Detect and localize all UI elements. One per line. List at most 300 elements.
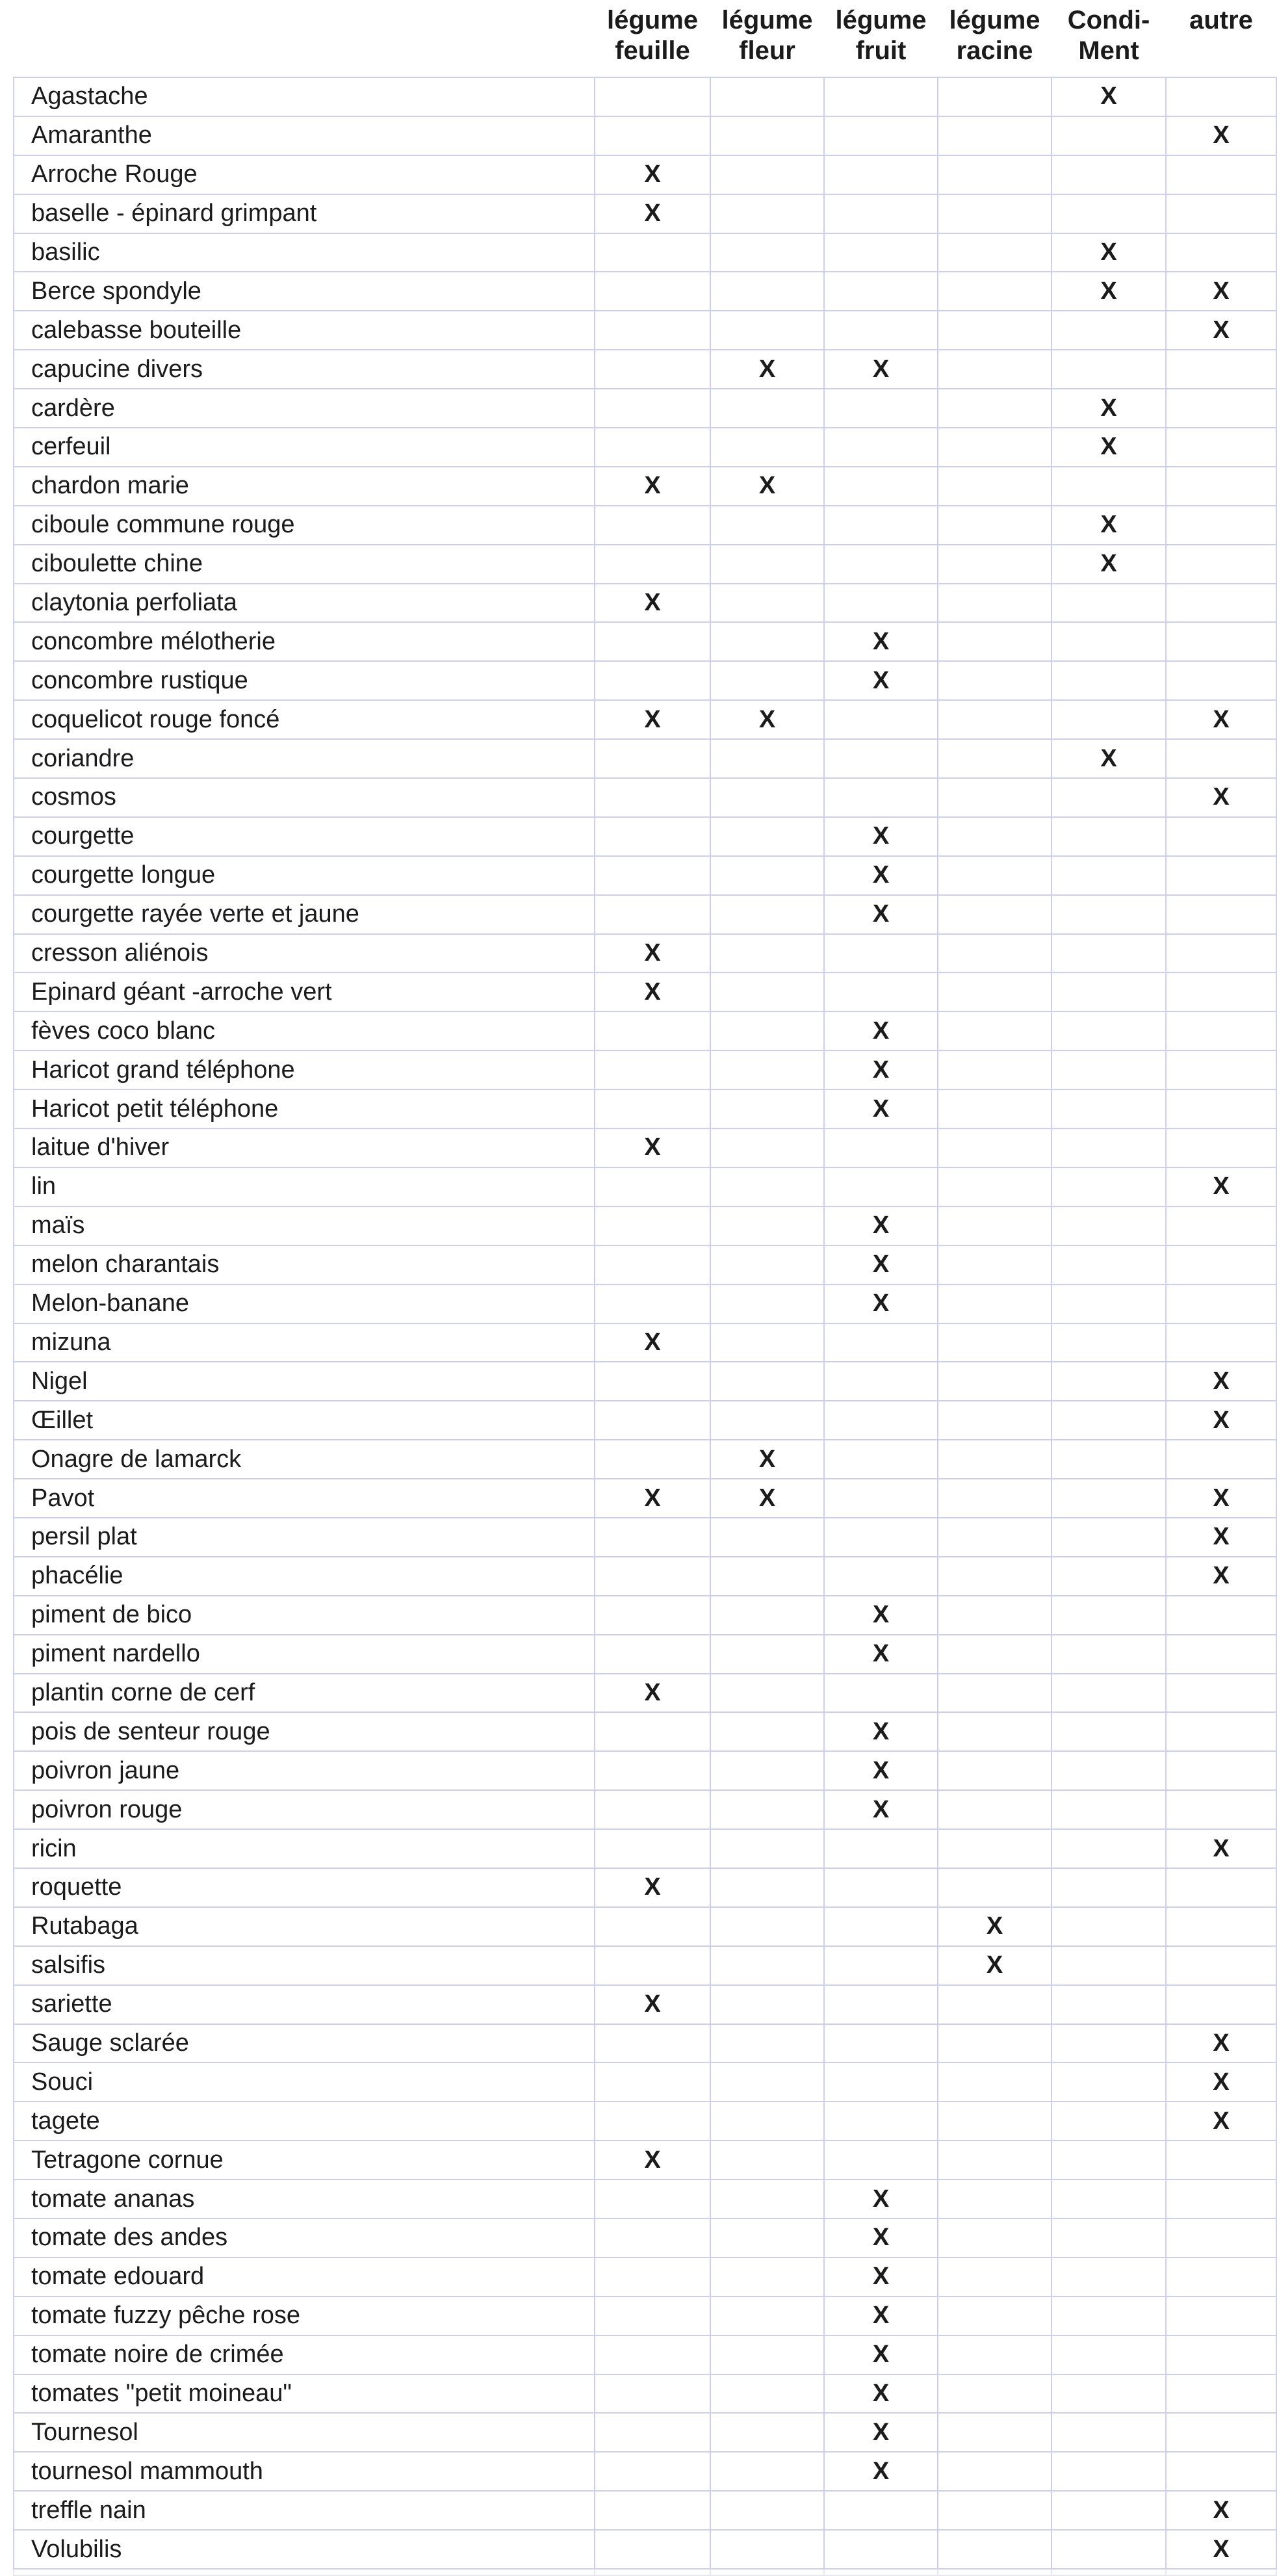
empty-cell (938, 661, 1051, 700)
table-row (14, 2296, 1276, 2335)
empty-cell (1051, 2024, 1166, 2063)
empty-cell (710, 155, 824, 194)
empty-cell (1166, 1596, 1276, 1635)
plant-name-cell: tomate ananas (14, 2179, 595, 2218)
mark-cell: X (1166, 116, 1276, 155)
empty-cell (710, 2296, 824, 2335)
empty-cell (595, 2335, 710, 2374)
empty-cell (1166, 817, 1276, 856)
empty-cell (824, 1440, 938, 1479)
empty-cell (824, 1946, 938, 1985)
table-row (14, 233, 1276, 272)
table-row (14, 1674, 1276, 1713)
empty-cell (595, 1518, 710, 1557)
empty-cell (1166, 389, 1276, 428)
empty-cell (824, 1401, 938, 1440)
mark-cell: X (1166, 1167, 1276, 1206)
empty-cell (824, 778, 938, 817)
table-row (14, 739, 1276, 778)
column-header-line1: légume (721, 6, 813, 34)
empty-cell (938, 1206, 1051, 1245)
plant-name-cell: poivron jaune (14, 1751, 595, 1790)
empty-cell (824, 1985, 938, 2024)
mark-cell: X (1166, 2062, 1276, 2101)
empty-cell (824, 1868, 938, 1907)
plant-name-cell: laitue d'hiver (14, 1128, 595, 1167)
empty-cell (710, 2569, 824, 2575)
empty-cell (824, 233, 938, 272)
empty-cell (710, 1011, 824, 1050)
mark-cell: X (595, 1868, 710, 1907)
empty-cell (1166, 1946, 1276, 1985)
mark-cell: X (1166, 2024, 1276, 2063)
empty-cell (938, 2296, 1051, 2335)
plant-name-cell: Sauge sclarée (14, 2024, 595, 2063)
empty-cell (595, 2062, 710, 2101)
empty-cell (1166, 2296, 1276, 2335)
table-row (14, 194, 1276, 233)
table-row (14, 2491, 1276, 2530)
plant-name-cell: persil plat (14, 1518, 595, 1557)
empty-cell (824, 972, 938, 1011)
column-header-line1: légume (835, 6, 927, 34)
table-row (14, 1596, 1276, 1635)
empty-cell (710, 2179, 824, 2218)
empty-cell (595, 1401, 710, 1440)
table-row (14, 1790, 1276, 1829)
empty-cell (938, 2452, 1051, 2491)
empty-cell (710, 2491, 824, 2530)
empty-cell (710, 2530, 824, 2569)
empty-cell (824, 194, 938, 233)
empty-cell (1051, 622, 1166, 661)
plant-name-cell: Berce spondyle (14, 272, 595, 311)
empty-cell (938, 1479, 1051, 1518)
mark-cell: X (1051, 233, 1166, 272)
empty-cell (938, 1518, 1051, 1557)
plant-name-cell: sariette (14, 1985, 595, 2024)
mark-cell: X (1166, 1401, 1276, 1440)
mark-cell: X (824, 2335, 938, 2374)
empty-cell (710, 506, 824, 545)
table-row (14, 972, 1276, 1011)
mark-cell: X (1166, 778, 1276, 817)
empty-cell (1051, 1323, 1166, 1362)
empty-cell (1166, 1790, 1276, 1829)
empty-cell (595, 506, 710, 545)
mark-cell: X (938, 1946, 1051, 1985)
empty-cell (1166, 2218, 1276, 2257)
mark-cell: X (824, 1245, 938, 1284)
empty-cell (710, 77, 824, 116)
table-row (14, 1089, 1276, 1128)
empty-cell (1166, 1089, 1276, 1128)
empty-cell (824, 934, 938, 973)
empty-cell (710, 233, 824, 272)
mark-cell: X (824, 2452, 938, 2491)
empty-cell (710, 1868, 824, 1907)
empty-cell (1051, 972, 1166, 1011)
empty-cell (938, 895, 1051, 934)
plant-name-cell: Haricot grand téléphone (14, 1050, 595, 1089)
empty-cell (710, 1245, 824, 1284)
empty-cell (595, 2530, 710, 2569)
empty-cell (1166, 2140, 1276, 2179)
column-header (595, 1, 710, 77)
plant-name-cell: Tetragone cornue (14, 2140, 595, 2179)
table-row (14, 2024, 1276, 2063)
table-row (14, 2218, 1276, 2257)
empty-cell (595, 817, 710, 856)
empty-cell (710, 1829, 824, 1868)
empty-cell (710, 1790, 824, 1829)
empty-cell (595, 77, 710, 116)
empty-cell (595, 1557, 710, 1596)
empty-cell (938, 350, 1051, 389)
empty-cell (1166, 584, 1276, 623)
empty-cell (595, 116, 710, 155)
plant-name-cell: roquette (14, 1868, 595, 1907)
empty-cell (1051, 817, 1166, 856)
plant-name-cell: Tournesol (14, 2413, 595, 2452)
column-header-line1: légume (606, 6, 699, 34)
empty-cell (710, 1557, 824, 1596)
plant-name-cell: calebasse bouteille (14, 311, 595, 350)
empty-cell (938, 2218, 1051, 2257)
empty-cell (1051, 2140, 1166, 2179)
empty-cell (710, 1985, 824, 2024)
empty-cell (824, 1518, 938, 1557)
empty-cell (1051, 778, 1166, 817)
empty-cell (1166, 545, 1276, 584)
plant-name-cell: tomate des andes (14, 2218, 595, 2257)
empty-cell (824, 311, 938, 350)
empty-cell (1166, 2452, 1276, 2491)
empty-cell (595, 2413, 710, 2452)
empty-cell (595, 778, 710, 817)
empty-cell (1166, 1050, 1276, 1089)
mark-cell: X (1166, 272, 1276, 311)
empty-cell (595, 856, 710, 895)
mark-cell: X (824, 1596, 938, 1635)
empty-cell (938, 2374, 1051, 2413)
table-body (14, 77, 1276, 2575)
mark-cell: X (824, 622, 938, 661)
empty-cell (710, 934, 824, 973)
empty-cell (595, 2101, 710, 2140)
empty-cell (595, 272, 710, 311)
table-row (14, 778, 1276, 817)
empty-cell (1051, 1790, 1166, 1829)
mark-cell: X (824, 1206, 938, 1245)
empty-cell (938, 467, 1051, 506)
empty-cell (1051, 1829, 1166, 1868)
empty-cell (824, 545, 938, 584)
empty-cell (938, 584, 1051, 623)
table-row (14, 467, 1276, 506)
table-row (14, 1440, 1276, 1479)
empty-cell (1166, 1985, 1276, 2024)
mark-cell: X (1166, 2491, 1276, 2530)
plant-name-cell: claytonia perfoliata (14, 584, 595, 623)
empty-cell (938, 116, 1051, 155)
empty-cell (824, 2530, 938, 2569)
empty-cell (710, 778, 824, 817)
empty-cell (824, 272, 938, 311)
empty-cell (1166, 350, 1276, 389)
mark-cell: X (710, 1440, 824, 1479)
empty-cell (1051, 350, 1166, 389)
empty-cell (938, 2062, 1051, 2101)
plant-name-cell: cerfeuil (14, 428, 595, 467)
empty-cell (595, 2491, 710, 2530)
empty-cell (710, 1518, 824, 1557)
empty-cell (824, 389, 938, 428)
table-row (14, 272, 1276, 311)
table-row (14, 1128, 1276, 1167)
mark-cell: X (824, 2413, 938, 2452)
plant-name-cell: fèves coco blanc (14, 1011, 595, 1050)
table-row (14, 934, 1276, 973)
mark-cell: X (824, 895, 938, 934)
empty-cell (710, 2413, 824, 2452)
plant-name-cell: Souci (14, 2062, 595, 2101)
corner-cell (14, 1, 595, 77)
header-row (14, 1, 1276, 77)
empty-cell (824, 2024, 938, 2063)
empty-cell (1051, 1518, 1166, 1557)
empty-cell (824, 1674, 938, 1713)
empty-cell (595, 311, 710, 350)
empty-cell (1166, 233, 1276, 272)
empty-cell (824, 700, 938, 739)
mark-cell: X (595, 700, 710, 739)
empty-cell (1166, 934, 1276, 973)
plant-name-cell: treffle nain (14, 2491, 595, 2530)
column-header (710, 1, 824, 77)
plant-name-cell: Agastache (14, 77, 595, 116)
plant-name-cell: cardère (14, 389, 595, 428)
empty-cell (1166, 1440, 1276, 1479)
empty-cell (710, 2335, 824, 2374)
empty-cell (1051, 2101, 1166, 2140)
mark-cell: X (710, 467, 824, 506)
empty-cell (1051, 1011, 1166, 1050)
empty-cell (1051, 2296, 1166, 2335)
empty-cell (938, 1011, 1051, 1050)
empty-cell (938, 545, 1051, 584)
plant-name-cell: tomate edouard (14, 2257, 595, 2296)
empty-cell (938, 1596, 1051, 1635)
empty-cell (824, 2101, 938, 2140)
table-row (14, 2140, 1276, 2179)
empty-cell (1051, 2491, 1166, 2530)
empty-cell (1051, 1284, 1166, 1323)
empty-cell (710, 1284, 824, 1323)
mark-cell: X (824, 1284, 938, 1323)
mark-cell: X (824, 1712, 938, 1751)
empty-cell (938, 1751, 1051, 1790)
empty-cell (1051, 2374, 1166, 2413)
plant-name-cell: Œillet (14, 1401, 595, 1440)
column-header (824, 1, 938, 77)
empty-cell (710, 1751, 824, 1790)
mark-cell: X (1051, 428, 1166, 467)
table-row (14, 622, 1276, 661)
mark-cell: X (824, 2296, 938, 2335)
empty-cell (938, 2569, 1051, 2575)
empty-cell (1166, 661, 1276, 700)
empty-cell (938, 1674, 1051, 1713)
empty-cell (1166, 1128, 1276, 1167)
empty-cell (1166, 895, 1276, 934)
mark-cell: X (824, 2257, 938, 2296)
table-row (14, 700, 1276, 739)
mark-cell: X (595, 972, 710, 1011)
mark-cell: X (595, 1128, 710, 1167)
empty-cell (595, 622, 710, 661)
empty-cell (824, 506, 938, 545)
empty-cell (1166, 155, 1276, 194)
empty-cell (1051, 1401, 1166, 1440)
empty-cell (710, 661, 824, 700)
empty-cell (595, 1089, 710, 1128)
empty-cell (938, 311, 1051, 350)
plant-name-cell: tagete (14, 2101, 595, 2140)
empty-cell (710, 1362, 824, 1401)
empty-cell (1166, 1712, 1276, 1751)
empty-cell (1051, 1712, 1166, 1751)
partial-empty-row (14, 2569, 1276, 2575)
mark-cell: X (824, 2179, 938, 2218)
mark-cell: X (1166, 1518, 1276, 1557)
plant-name-cell: plantin corne de cerf (14, 1674, 595, 1713)
table-row (14, 389, 1276, 428)
empty-cell (938, 1985, 1051, 2024)
empty-cell (710, 2024, 824, 2063)
empty-cell (595, 661, 710, 700)
empty-cell (1166, 1868, 1276, 1907)
empty-cell (1051, 2452, 1166, 2491)
empty-cell (938, 2140, 1051, 2179)
empty-cell (1051, 934, 1166, 973)
empty-cell (710, 856, 824, 895)
empty-cell (1051, 2257, 1166, 2296)
empty-cell (824, 2569, 938, 2575)
table-row (14, 1907, 1276, 1946)
plant-name-cell: ricin (14, 1829, 595, 1868)
mark-cell: X (595, 584, 710, 623)
plant-name-cell: Arroche Rouge (14, 155, 595, 194)
table-row (14, 2452, 1276, 2491)
empty-cell (1051, 2530, 1166, 2569)
empty-cell (595, 2374, 710, 2413)
table-row (14, 1829, 1276, 1868)
empty-cell (1051, 1907, 1166, 1946)
column-header (1166, 1, 1276, 77)
empty-cell (1166, 506, 1276, 545)
mark-cell: X (824, 2374, 938, 2413)
empty-cell (710, 584, 824, 623)
empty-cell (1051, 1635, 1166, 1674)
plant-name-cell: chardon marie (14, 467, 595, 506)
empty-cell (1051, 1751, 1166, 1790)
empty-cell (938, 700, 1051, 739)
plant-name-cell: courgette longue (14, 856, 595, 895)
empty-cell (824, 77, 938, 116)
plant-name-cell: phacélie (14, 1557, 595, 1596)
empty-cell (14, 2569, 595, 2575)
mark-cell: X (1051, 77, 1166, 116)
empty-cell (710, 1401, 824, 1440)
column-header-line1: légume (949, 6, 1040, 34)
empty-cell (938, 1362, 1051, 1401)
column-header (1051, 1, 1166, 77)
empty-cell (938, 389, 1051, 428)
table-row (14, 1011, 1276, 1050)
plant-name-cell: Epinard géant -arroche vert (14, 972, 595, 1011)
mark-cell: X (824, 661, 938, 700)
table-row (14, 1946, 1276, 1985)
table-header (14, 1, 1276, 77)
table-row (14, 350, 1276, 389)
table-row (14, 661, 1276, 700)
plant-name-cell: concombre mélotherie (14, 622, 595, 661)
empty-cell (938, 233, 1051, 272)
mark-cell: X (824, 1011, 938, 1050)
empty-cell (710, 1674, 824, 1713)
plant-name-cell: coriandre (14, 739, 595, 778)
column-header-line1: Condi- (1067, 6, 1150, 34)
empty-cell (1166, 77, 1276, 116)
empty-cell (938, 2257, 1051, 2296)
table-row (14, 1284, 1276, 1323)
empty-cell (1051, 2413, 1166, 2452)
table-row (14, 1557, 1276, 1596)
empty-cell (824, 1907, 938, 1946)
mark-cell: X (1166, 1829, 1276, 1868)
empty-cell (1051, 155, 1166, 194)
table-row (14, 1518, 1276, 1557)
empty-cell (710, 428, 824, 467)
empty-cell (595, 1245, 710, 1284)
empty-cell (710, 116, 824, 155)
table-row (14, 2101, 1276, 2140)
empty-cell (938, 2530, 1051, 2569)
empty-cell (595, 1050, 710, 1089)
plant-name-cell: Pavot (14, 1479, 595, 1518)
mark-cell: X (1166, 1362, 1276, 1401)
empty-cell (595, 1712, 710, 1751)
empty-cell (1051, 1674, 1166, 1713)
table-row (14, 1868, 1276, 1907)
plant-name-cell: Melon-banane (14, 1284, 595, 1323)
empty-cell (938, 2024, 1051, 2063)
plant-name-cell: piment nardello (14, 1635, 595, 1674)
empty-cell (824, 428, 938, 467)
mark-cell: X (824, 1751, 938, 1790)
column-header-line2: racine (956, 36, 1033, 66)
empty-cell (710, 2374, 824, 2413)
mark-cell: X (595, 467, 710, 506)
table-row (14, 1167, 1276, 1206)
table-row (14, 116, 1276, 155)
column-header-line2: fruit (855, 36, 907, 66)
empty-cell (938, 934, 1051, 973)
plant-name-cell: Rutabaga (14, 1907, 595, 1946)
empty-cell (710, 1946, 824, 1985)
empty-cell (1051, 1089, 1166, 1128)
